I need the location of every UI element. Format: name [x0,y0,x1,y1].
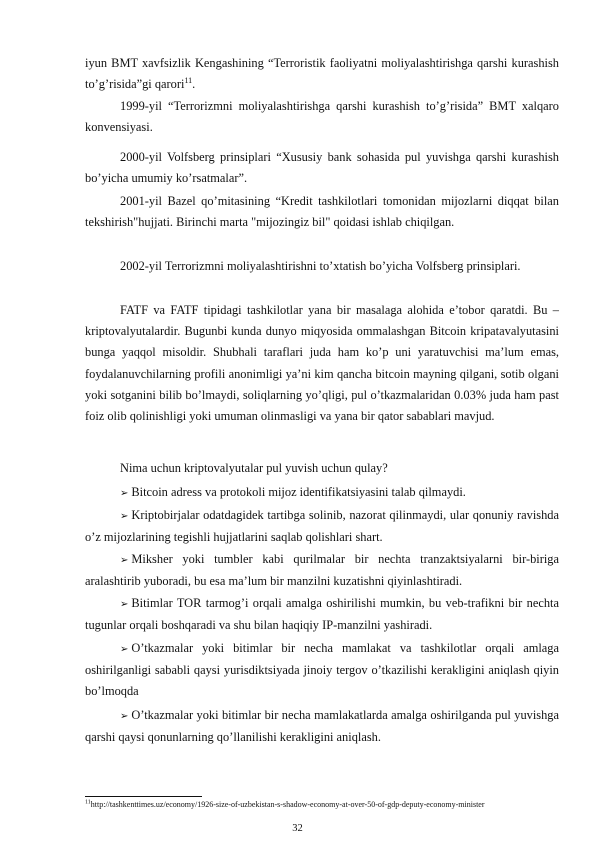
footnote: $^{11}$http://tashkenttimes.uz/economy/1926-size-of-uzbekistan-s-shadow-economy-at-over-50-of-gdp-deputy-economy-minister [85,799,485,809]
footnote-ref-11[interactable]: 11 [184,76,193,86]
paragraph-2002-wolfsberg: 2002-yil Terrorizmni moliyalashtirishni to’xtatish bo’yicha Volfsberg prinsiplari. [120,259,521,273]
paragraph-fatf-crypto: FATF va FATF tipidagi tashkilotlar yana bir masalaga alohida e’tobor qaratdi. Bu – kriptovalyutalardir. Bugunbi kunda dunyo miqyosida ommalashgan Bitcoin kripatavalyutasini bunga yaqqol misoldir. Shubhali taraflari juda ham ko’p uni yaratuvchisi ma’lum emas, foydalanuvchilarning profili anonimligi ya’ni kim qancha bitcoin mayning qilgani, sotib olgani yoki sotganini bilib bo’lmaydi, soliqlarning yo’qligi, pul o’tkazmalaridan 0.03% juda ham past foiz olib qolinishligi yoki umuman olinmasligi va yana bir qator sabablari mavjud. [85,303,559,424]
bullet-item: ➢ O’tkazmalar yoki bitimlar bir necha mamlakat va tashkilotlar orqali amlaga oshirilganligi sababli qaysi yurisdiktsiyada jinoiy tergov o’tkazilishi kerakligini aniqlash qiyin bo’lmoqda [85,641,559,699]
bullet-item: ➢ Kriptobirjalar odatdagidek tartibga solinib, nazorat qilinmaydi, ular qonuniy ravishda o’z mijozlarining tegishli hujjatlarini saqlab qolishlari shart. [85,508,559,545]
arrowhead-bullet-icon: ➢ [120,711,129,722]
arrowhead-bullet-icon: ➢ [120,488,129,499]
arrowhead-bullet-icon: ➢ [120,599,129,610]
arrowhead-bullet-icon: ➢ [120,644,129,655]
arrowhead-bullet-icon: ➢ [120,511,129,522]
footnote-link[interactable]: http://tashkenttimes.uz/economy/1926-size-of-uzbekistan-s-shadow-economy-at-over-50-of-gdp-deputy-economy-minister [90,800,485,809]
paragraph-1999-convention: 1999-yil “Terrorizmni moliyalashtirishga qarshi kurashish to’g’risida” BMT xalqaro konvensiyasi. [85,99,559,135]
paragraph-2001-basel: 2001-yil Bazel qo’mitasining “Kredit tashkilotlari tomonidan mijozlarni diqqat bilan tekshirish"hujjati. Birinchi marta "mijozingiz bil" qoidasi ishlab chiqilgan. [85,194,559,230]
paragraph-2000-wolfsberg: 2000-yil Volfsberg prinsiplari “Xususiy bank sohasida pul yuvishga qarshi kurashish bo’yicha umumiy ko’rsatmalar”. [85,150,559,186]
bullet-item: ➢ Bitcoin adress va protokoli mijoz identifikatsiyasini talab qilmaydi. [120,485,466,499]
bullet-item: ➢ Bitimlar TOR tarmog’i orqali amalga oshirilishi mumkin, bu veb-trafikni bir nechta tugunlar orqali boshqaradi va shu bilan haqiqiy IP-manzilni yashiradi. [85,596,559,633]
bullet-item: ➢ Miksher yoki tumbler kabi qurilmalar bir nechta tranzaktsiyalarni bir-biriga aralashtirib yuboradi, bu esa ma’lum bir manzilni kuzatishni qiyinlashtiradi. [85,552,559,589]
bullet-item: ➢ O’tkazmalar yoki bitimlar bir necha mamlakatlarda amalga oshirilganda pul yuvishga qarshi qaysi qonunlarning qo’llanilishi kerakligini aniqlash. [85,708,559,745]
paragraph-question: Nima uchun kriptovalyutalar pul yuvish uchun qulay? [120,461,388,475]
page-number: 32 [292,823,303,834]
arrowhead-bullet-icon: ➢ [120,555,129,566]
paragraph-un-resolution: iyun BMT xavfsizlik Kengashining “Terroristik faoliyatni moliyalashtirishga qarshi kurashish to’g’risida”gi qarori$^{11}$. [85,56,559,92]
footnote-divider [85,796,202,797]
